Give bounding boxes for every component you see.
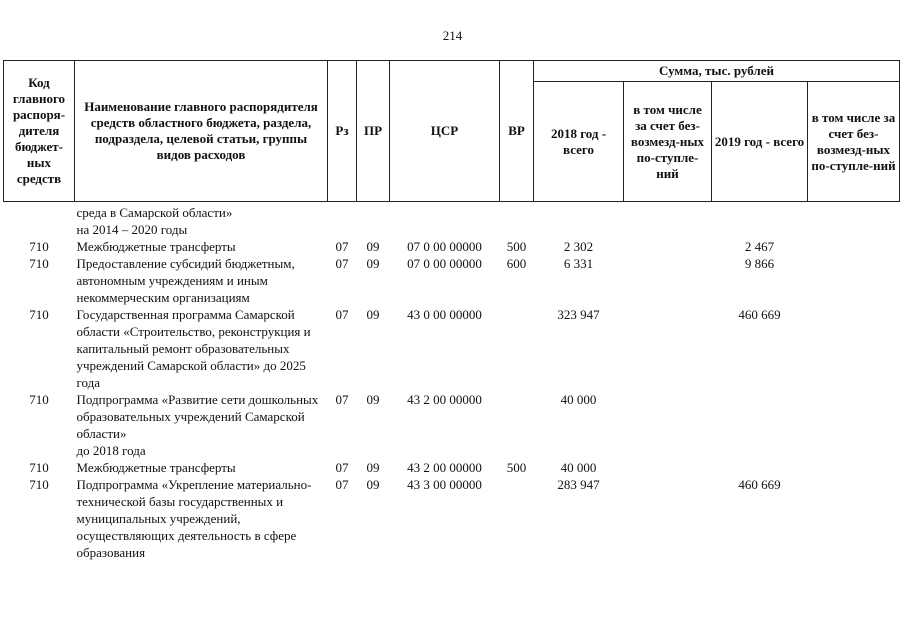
- cell-total-2018: 40 000: [560, 460, 597, 475]
- cell-name: Государственная программа Самарской области «Строительство, реконструкция и капитальный ремонт образовательных учреждений Самарской области» до 2025 года: [76, 307, 311, 390]
- budget-table: [3, 60, 900, 561]
- header-code: Код главного распоря-дителя бюджет-ных средств: [4, 61, 75, 202]
- cell-incl-2018: [624, 255, 712, 306]
- cell-incl-2018: [624, 202, 712, 239]
- cell-name: Подпрограмма «Укрепление материально-технической базы государственных и муниципальных учреждений, осуществляющих деятельность в сфере образования: [76, 477, 312, 560]
- cell-total-2019: [712, 391, 808, 459]
- cell-code: [4, 202, 75, 239]
- cell-csr: 43 2 00 00000: [407, 460, 482, 475]
- cell-incl-2018: [624, 391, 712, 459]
- header-incl-2018: в том числе за счет без-возмезд-ных по-ступле-ний: [624, 82, 712, 202]
- table-row: [4, 238, 900, 255]
- header-sum-group: Сумма, тыс. рублей: [534, 61, 900, 82]
- cell-code: 710: [29, 307, 49, 322]
- table-row: [4, 306, 900, 391]
- cell-name: Подпрограмма «Развитие сети дошкольных образовательных учреждений Самарской области» до 2018 года: [76, 392, 319, 458]
- cell-csr: 07 0 00 00000: [407, 256, 482, 271]
- table-row: [4, 255, 900, 306]
- cell-total-2018: 283 947: [557, 477, 600, 492]
- cell-pr: 09: [366, 256, 380, 271]
- header-incl-2019: в том числе за счет без-возмезд-ных по-ступле-ний: [808, 82, 900, 202]
- cell-pr: 09: [366, 307, 380, 322]
- cell-code: 710: [29, 460, 49, 475]
- page-number: 214: [442, 28, 463, 43]
- cell-incl-2018: [624, 238, 712, 255]
- cell-vr: [500, 391, 534, 459]
- cell-rz: 07: [335, 239, 349, 254]
- cell-vr: [500, 202, 534, 239]
- cell-incl-2019: [808, 459, 900, 476]
- table-row: [4, 459, 900, 476]
- cell-name: Предоставление субсидий бюджетным, автономным учреждениям и иным некоммерческим организациям: [76, 256, 295, 305]
- cell-pr: 09: [366, 477, 380, 492]
- header-rz: Рз: [328, 61, 357, 202]
- cell-incl-2018: [624, 306, 712, 391]
- cell-rz: [328, 202, 357, 239]
- cell-csr: 43 2 00 00000: [407, 392, 482, 407]
- cell-incl-2019: [808, 306, 900, 391]
- cell-csr: 43 0 00 00000: [407, 307, 482, 322]
- cell-total-2018: 2 302: [563, 239, 594, 254]
- cell-incl-2019: [808, 476, 900, 561]
- cell-total-2019: 460 669: [738, 477, 781, 492]
- cell-total-2019: [712, 459, 808, 476]
- cell-total-2019: 460 669: [738, 307, 781, 322]
- cell-vr: [500, 476, 534, 561]
- table-row: [4, 202, 900, 239]
- cell-csr: [390, 202, 500, 239]
- cell-pr: 09: [366, 239, 380, 254]
- table-header: [4, 61, 900, 202]
- cell-code: 710: [29, 477, 49, 492]
- cell-total-2018: 6 331: [563, 256, 594, 271]
- cell-name: Межбюджетные трансферты: [76, 239, 236, 254]
- cell-pr: 09: [366, 392, 380, 407]
- cell-total-2018: [534, 202, 624, 239]
- cell-incl-2019: [808, 255, 900, 306]
- cell-incl-2019: [808, 202, 900, 239]
- header-total-2018: 2018 год - всего: [534, 82, 624, 202]
- table-body: [4, 202, 900, 562]
- header-vr: ВР: [500, 61, 534, 202]
- cell-total-2018: 323 947: [557, 307, 600, 322]
- cell-rz: 07: [335, 477, 349, 492]
- cell-code: 710: [29, 392, 49, 407]
- cell-rz: 07: [335, 392, 349, 407]
- cell-vr: 500: [506, 460, 527, 475]
- cell-incl-2018: [624, 459, 712, 476]
- cell-incl-2019: [808, 238, 900, 255]
- cell-name: среда в Самарской области» на 2014 – 2020 годы: [76, 205, 233, 237]
- cell-name: Межбюджетные трансферты: [76, 460, 236, 475]
- cell-rz: 07: [335, 256, 349, 271]
- header-name: Наименование главного распорядителя средств областного бюджета, раздела, подраздела, целевой статьи, группы видов расходов: [75, 61, 328, 202]
- cell-total-2019: 9 866: [744, 256, 775, 271]
- cell-pr: 09: [366, 460, 380, 475]
- cell-total-2018: 40 000: [560, 392, 597, 407]
- cell-rz: 07: [335, 307, 349, 322]
- cell-code: 710: [29, 239, 49, 254]
- header-csr: ЦСР: [390, 61, 500, 202]
- cell-csr: 07 0 00 00000: [407, 239, 482, 254]
- header-pr: ПР: [357, 61, 390, 202]
- cell-incl-2018: [624, 476, 712, 561]
- cell-total-2019: [712, 202, 808, 239]
- cell-rz: 07: [335, 460, 349, 475]
- cell-total-2019: 2 467: [744, 239, 775, 254]
- cell-pr: [357, 202, 390, 239]
- cell-csr: 43 3 00 00000: [407, 477, 482, 492]
- cell-code: 710: [29, 256, 49, 271]
- cell-vr: 500: [506, 239, 527, 254]
- cell-incl-2019: [808, 391, 900, 459]
- table-row: [4, 391, 900, 459]
- cell-vr: [500, 306, 534, 391]
- table-row: [4, 476, 900, 561]
- cell-vr: 600: [506, 256, 527, 271]
- header-total-2019: 2019 год - всего: [712, 82, 808, 202]
